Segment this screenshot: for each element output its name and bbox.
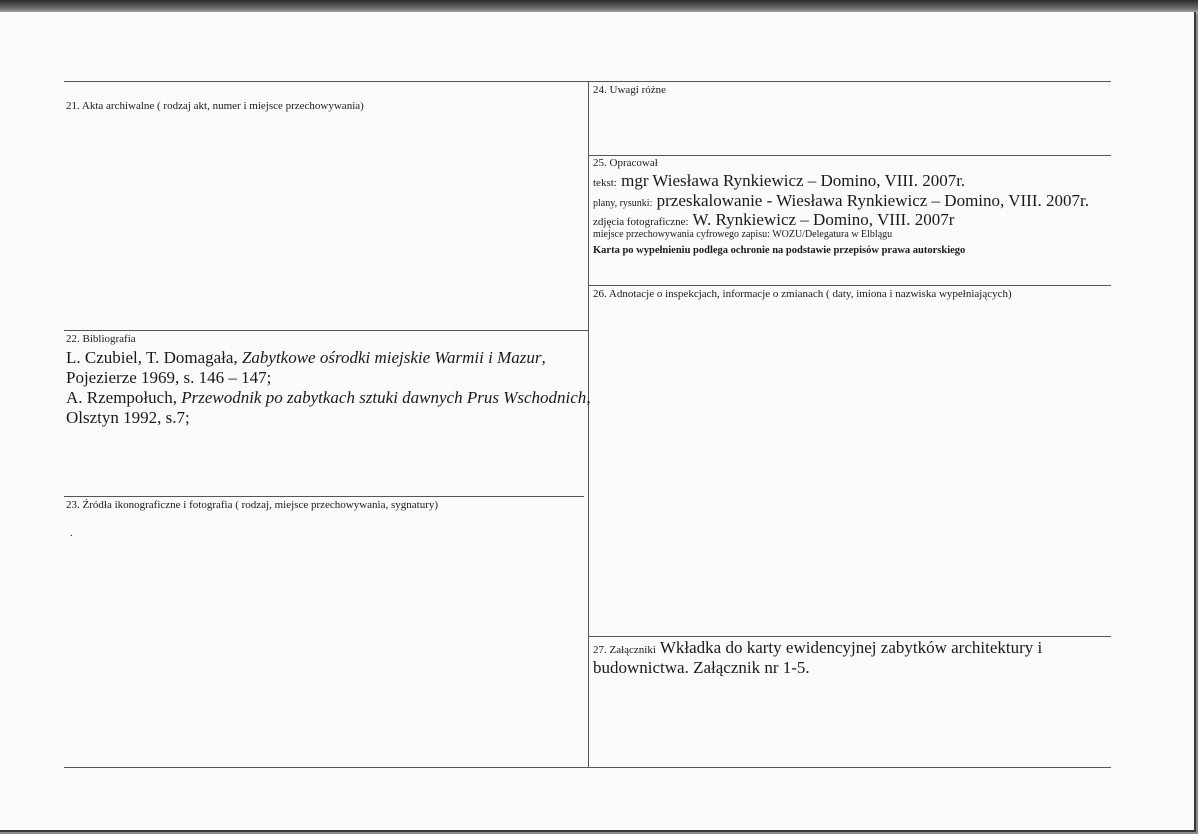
digital-storage-line: miejsce przechowywania cyfrowego zapisu: WOZU/Delegatura w Elblągu: [593, 229, 893, 240]
author-photos-line: [593, 210, 954, 230]
zdjecia-value: W. Rynkiewicz – Domino, VIII. 2007r: [688, 210, 955, 229]
section-22-label: 22. Bibliografia: [66, 333, 136, 345]
column-divider: [588, 81, 589, 767]
author-text-line: [593, 171, 965, 191]
section-27-label: 27. Załączniki: [593, 644, 656, 656]
bib-2-title: Przewodnik po zabytkach sztuki dawnych Prus Wschodnich: [181, 388, 587, 407]
bib-1-authors: L. Czubiel, T. Domagała,: [66, 348, 242, 367]
section-26-label: 26. Adnotacje o inspekcjach, informacje o zmianach ( daty, imiona i nazwiska wypełniających): [593, 288, 1012, 300]
bib-1-title: Zabytkowe ośrodki miejskie Warmii i Mazur: [241, 348, 542, 367]
bibliography-entry-2-cont: Olsztyn 1992, s.7;: [66, 408, 190, 427]
section-23-label: 23. Źródła ikonograficzne i fotografia ( rodzaj, miejsce przechowywania, sygnatury): [66, 499, 439, 511]
section-21-label: 21. Akta archiwalne ( rodzaj akt, numer i miejsce przechowywania): [66, 100, 364, 112]
section-23-rule: [64, 496, 584, 497]
attachments-line-1: [593, 638, 1042, 658]
author-plans-line: [593, 191, 1089, 211]
section-25-rule: [588, 155, 1111, 156]
bib-2-comma: ,: [586, 388, 591, 407]
bottom-rule: [64, 767, 1111, 768]
section-22-rule: [64, 330, 588, 331]
tekst-label: tekst:: [593, 177, 617, 189]
bibliography-entry-1: [66, 348, 546, 368]
plany-label: plany, rysunki:: [593, 198, 653, 209]
section-25-label: 25. Opracował: [593, 157, 658, 169]
attachments-text-1: Wkładka do karty ewidencyjnej zabytków architektury i: [655, 638, 1043, 657]
bib-2-author: A. Rzempołuch,: [66, 388, 182, 407]
tekst-value: mgr Wiesława Rynkiewicz – Domino, VIII. 2007r.: [616, 171, 966, 190]
section-26-rule: [588, 285, 1111, 286]
bibliography-entry-2: [66, 388, 591, 408]
section-23-dot: .: [70, 527, 73, 539]
plany-value: przeskalowanie - Wiesława Rynkiewicz – Domino, VIII. 2007r.: [652, 191, 1089, 210]
section-27-rule: [588, 636, 1111, 637]
zdjecia-label: zdjęcia fotograficzne:: [593, 216, 689, 228]
section-24-label: 24. Uwagi różne: [593, 84, 667, 96]
form-page: [0, 12, 1196, 832]
attachments-line-2: budownictwa. Załącznik nr 1-5.: [593, 658, 810, 677]
bib-1-comma: ,: [541, 348, 546, 367]
copyright-notice: Karta po wypełnieniu podlega ochronie na podstawie przepisów prawa autorskiego: [593, 245, 966, 256]
bibliography-entry-1-cont: Pojezierze 1969, s. 146 – 147;: [66, 368, 272, 387]
